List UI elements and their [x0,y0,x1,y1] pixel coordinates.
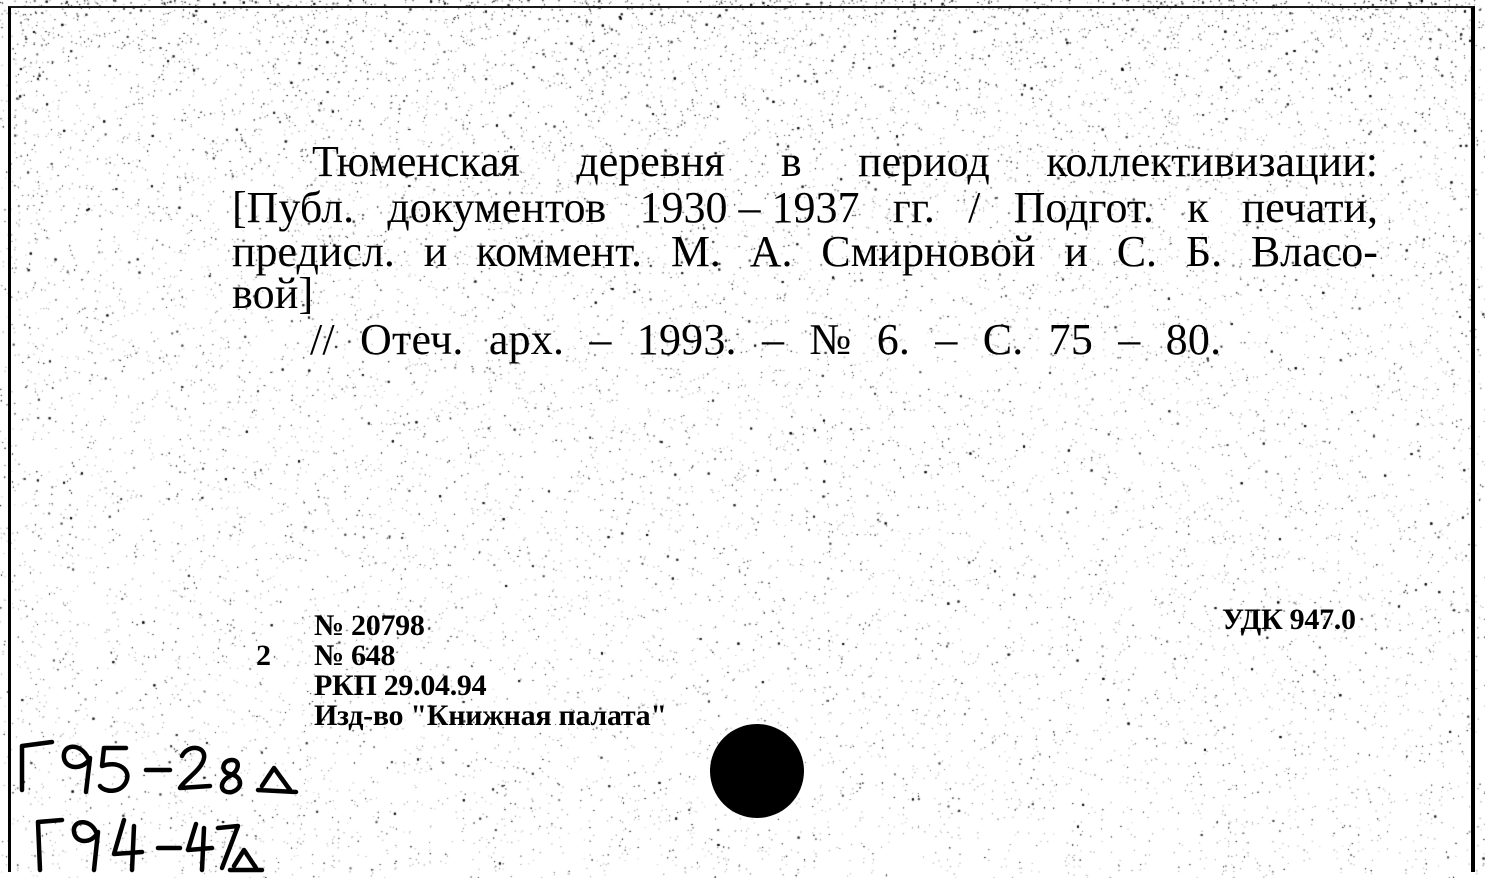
title-word-1: Тюменская [312,137,520,186]
body-line-2: предисл. и коммент. М. А. Смирновой и С. Б. Власо- [232,227,1378,276]
issue-number: № 648 [314,639,396,672]
rkp-date: РКП 29.04.94 [314,669,487,702]
record-number: № 20798 [314,609,425,642]
udk-code: УДК 947.0 [1222,603,1356,636]
publisher: Изд-во "Книжная палата" [314,699,667,732]
body-line-1: [Публ. документов 1930 – 1937 гг. / Подгот. к печати, [232,183,1378,232]
body-line-3: вой] [232,269,314,318]
title-line [312,137,1378,186]
punch-hole [710,724,804,818]
title-word-5: коллективизации: [1046,137,1378,186]
title-word-2: деревня [576,137,725,186]
source-line: // Отеч. арх. – 1993. – № 6. – С. 75 – 80. [310,315,1222,364]
copies-count: 2 [256,639,271,672]
title-word-4: период [858,137,990,186]
title-word-3: в [780,137,802,186]
handwritten-shelf-marks [0,720,340,878]
